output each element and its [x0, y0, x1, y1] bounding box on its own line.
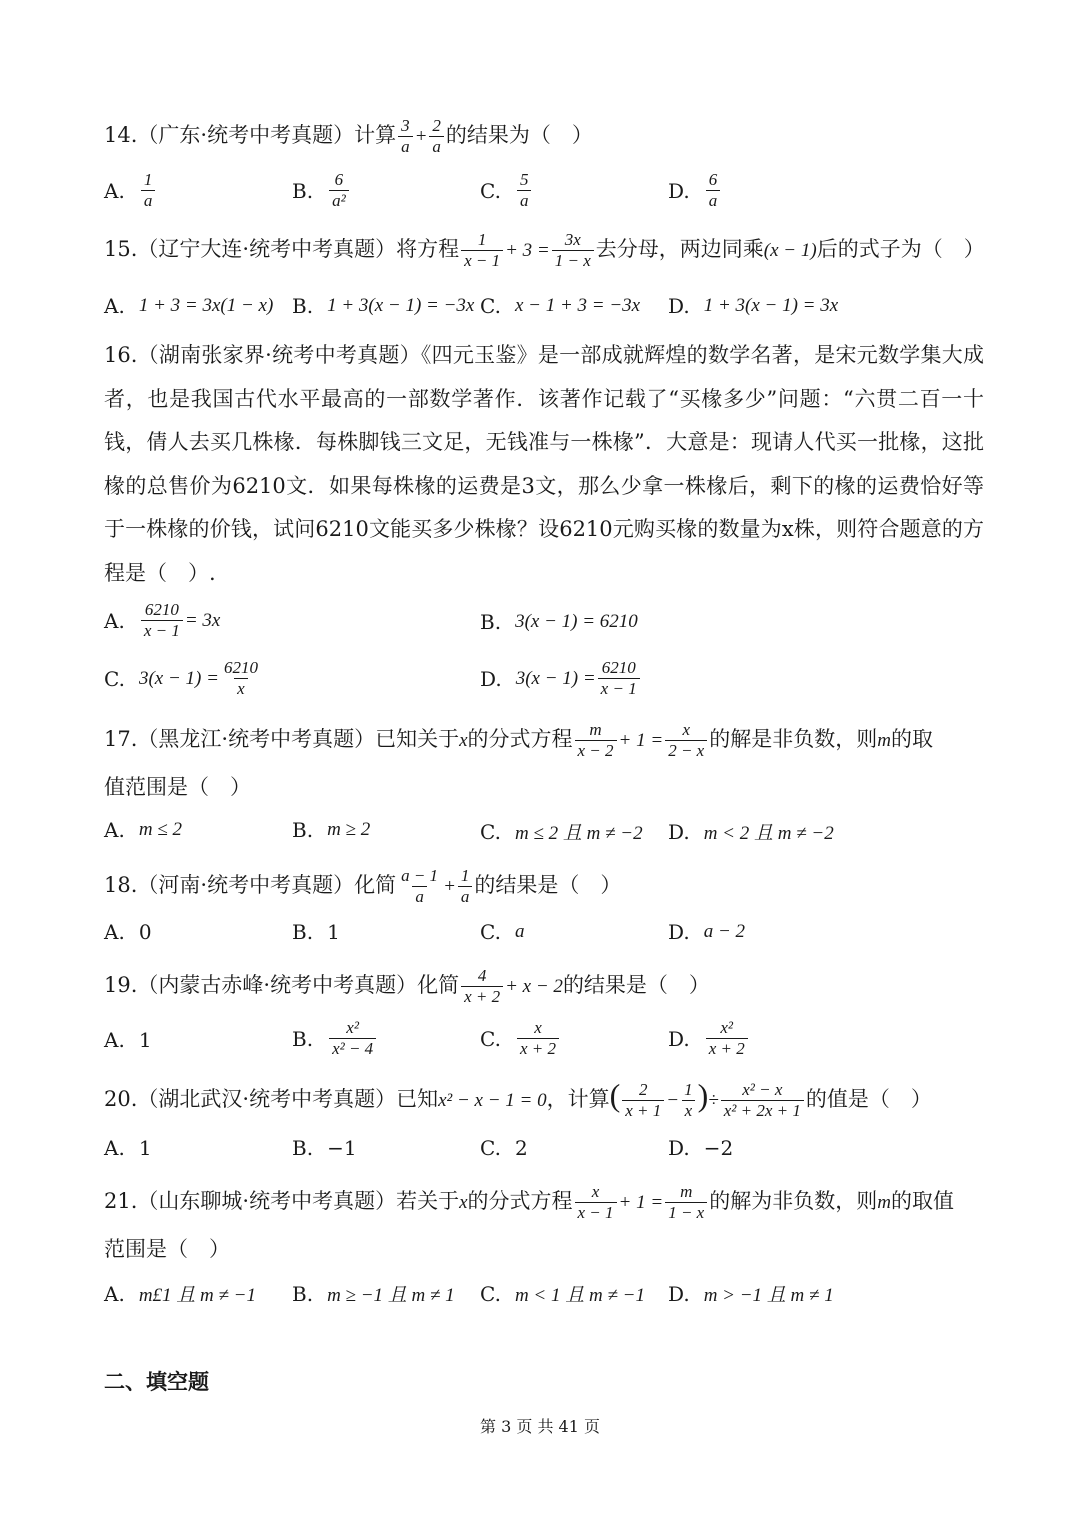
question-16: 16.（湖南张家界·统考中考真题）《四元玉鉴》是一部成就辉煌的数学名著，是宋元数学集大成者，也是我国古代水平最高的一部数学著作．该著作记载了“买椽多少”问题：“六贯二百一十钱，倩人去买几株椽．每株脚钱三文足，无钱准与一株椽”．大意是：现请人代买一批椽，这批椽的总售价为6210文．如果每株椽的运费是3文，那么少拿一株椽后，剩下的椽的运费恰好等于一株椽的价钱，试问6210文能买多少株椽？设6210元购买椽的数量为x株，则符合题意的方程是（ ）. [104, 343, 984, 585]
question-text: 14.（广东·统考中考真题）计算 [104, 123, 397, 147]
q14-option-a[interactable]: A. $\frac{1}{a}$ [104, 170, 157, 211]
q18-option-b[interactable]: B. 1 [292, 920, 340, 944]
q14-option-b[interactable]: B. $\frac{6}{\text{a²}}$ [292, 170, 351, 211]
q15-option-b[interactable]: B. 1 + 3(x − 1) = −3x [292, 294, 475, 318]
q19-option-c[interactable]: C. $\frac{x}{x + 2}$ [480, 1018, 561, 1059]
q15-option-a[interactable]: A. 1 + 3 = 3x(1 − x) [104, 294, 274, 318]
fraction: $\frac{2}{a}$ [429, 116, 444, 157]
q18-option-a[interactable]: A. 0 [104, 920, 152, 944]
q19-option-b[interactable]: B. $\frac{\text{x²}}{\text{x² − 4}}$ [292, 1018, 378, 1059]
fraction: $\frac{3}{a}$ [398, 116, 413, 157]
q20-option-d[interactable]: D. −2 [668, 1136, 734, 1160]
section-heading: 二、填空题 [104, 1369, 209, 1394]
q21-option-a[interactable]: A. m£1 且 m ≠ −1 [104, 1281, 257, 1306]
q21-option-c[interactable]: C. m < 1 且 m ≠ −1 [480, 1281, 645, 1306]
q18-option-c[interactable]: C. a [480, 920, 525, 944]
q20-option-a[interactable]: A. 1 [104, 1136, 152, 1160]
q19-option-d[interactable]: D. $\frac{\text{x²}}{x + 2}$ [668, 1018, 750, 1059]
question-18: 18.（河南·统考中考真题）化简 $\frac{a - 1}{a}$ + $\frac{1}{a}$ 的结果是（ ） [104, 866, 622, 906]
q20-option-b[interactable]: B. −1 [292, 1136, 357, 1160]
question-21: 21.（山东聊城·统考中考真题）若关于x的分式方程 $\frac{x}{x - 1}$ + 1 = $\frac{m}{1 - x}$ 的解为非负数，则m的取值 [104, 1182, 954, 1222]
question-20: 20.（湖北武汉·统考中考真题）已知x² − x − 1 = 0，计算( $\frac{2}{x + 1}$ − $\frac{1}{x}$ )÷ $\frac{\text{x² − x}}{\text{x² + 2x + 1}}$ 的值是（ ） [104, 1077, 932, 1120]
question-17-line2: 值范围是（ ） [104, 775, 251, 799]
q16-option-b[interactable]: B. 3(x − 1) = 6210 [480, 610, 638, 634]
question-14: 14.（广东·统考中考真题）计算 $\frac{3}{a}$ + $\frac{2}{a}$ 的结果为（ ） [104, 116, 593, 156]
q21-option-b[interactable]: B. m ≥ −1 且 m ≠ 1 [292, 1281, 455, 1306]
q15-option-c[interactable]: C. x − 1 + 3 = −3x [480, 294, 641, 318]
q20-option-c[interactable]: C. 2 [480, 1136, 528, 1160]
q16-option-a[interactable]: A. $\frac{6210}{x - 1}$ = 3x [104, 600, 221, 640]
q14-option-c[interactable]: C. $\frac{5}{a}$ [480, 170, 533, 211]
question-21-line2: 范围是（ ） [104, 1237, 230, 1261]
q17-option-a[interactable]: A. m ≤ 2 [104, 818, 182, 842]
q15-option-d[interactable]: D. 1 + 3(x − 1) = 3x [668, 294, 839, 318]
q17-option-b[interactable]: B. m ≥ 2 [292, 818, 371, 842]
q19-option-a[interactable]: A. 1 [104, 1028, 152, 1052]
q14-option-d[interactable]: D. $\frac{6}{a}$ [668, 170, 722, 211]
q16-option-c[interactable]: C. 3(x − 1) = $\frac{6210}{x}$ [104, 658, 258, 698]
question-19: 19.（内蒙古赤峰·统考中考真题）化简 $\frac{4}{x + 2}$ + x − 2的结果是（ ） [104, 966, 710, 1006]
q17-option-c[interactable]: C. m ≤ 2 且 m ≠ −2 [480, 819, 643, 844]
q21-option-d[interactable]: D. m > −1 且 m ≠ 1 [668, 1281, 834, 1306]
q18-option-d[interactable]: D. a − 2 [668, 920, 746, 944]
q17-option-d[interactable]: D. m < 2 且 m ≠ −2 [668, 819, 834, 844]
question-15: 15.（辽宁大连·统考中考真题）将方程 $\frac{1}{x - 1}$ + 3 = $\frac{3x}{1 - x}$ 去分母，两边同乘(x − 1)后的式子为（ ） [104, 230, 985, 270]
page-footer: 第 3 页 共 41 页 [480, 1417, 600, 1436]
q16-option-d[interactable]: D. 3(x − 1) = $\frac{6210}{x - 1}$ [480, 658, 642, 699]
question-17: 17.（黑龙江·统考中考真题）已知关于x的分式方程 $\frac{m}{x - 2}$ + 1 = $\frac{x}{2 - x}$ 的解是非负数，则m的取 [104, 720, 933, 760]
